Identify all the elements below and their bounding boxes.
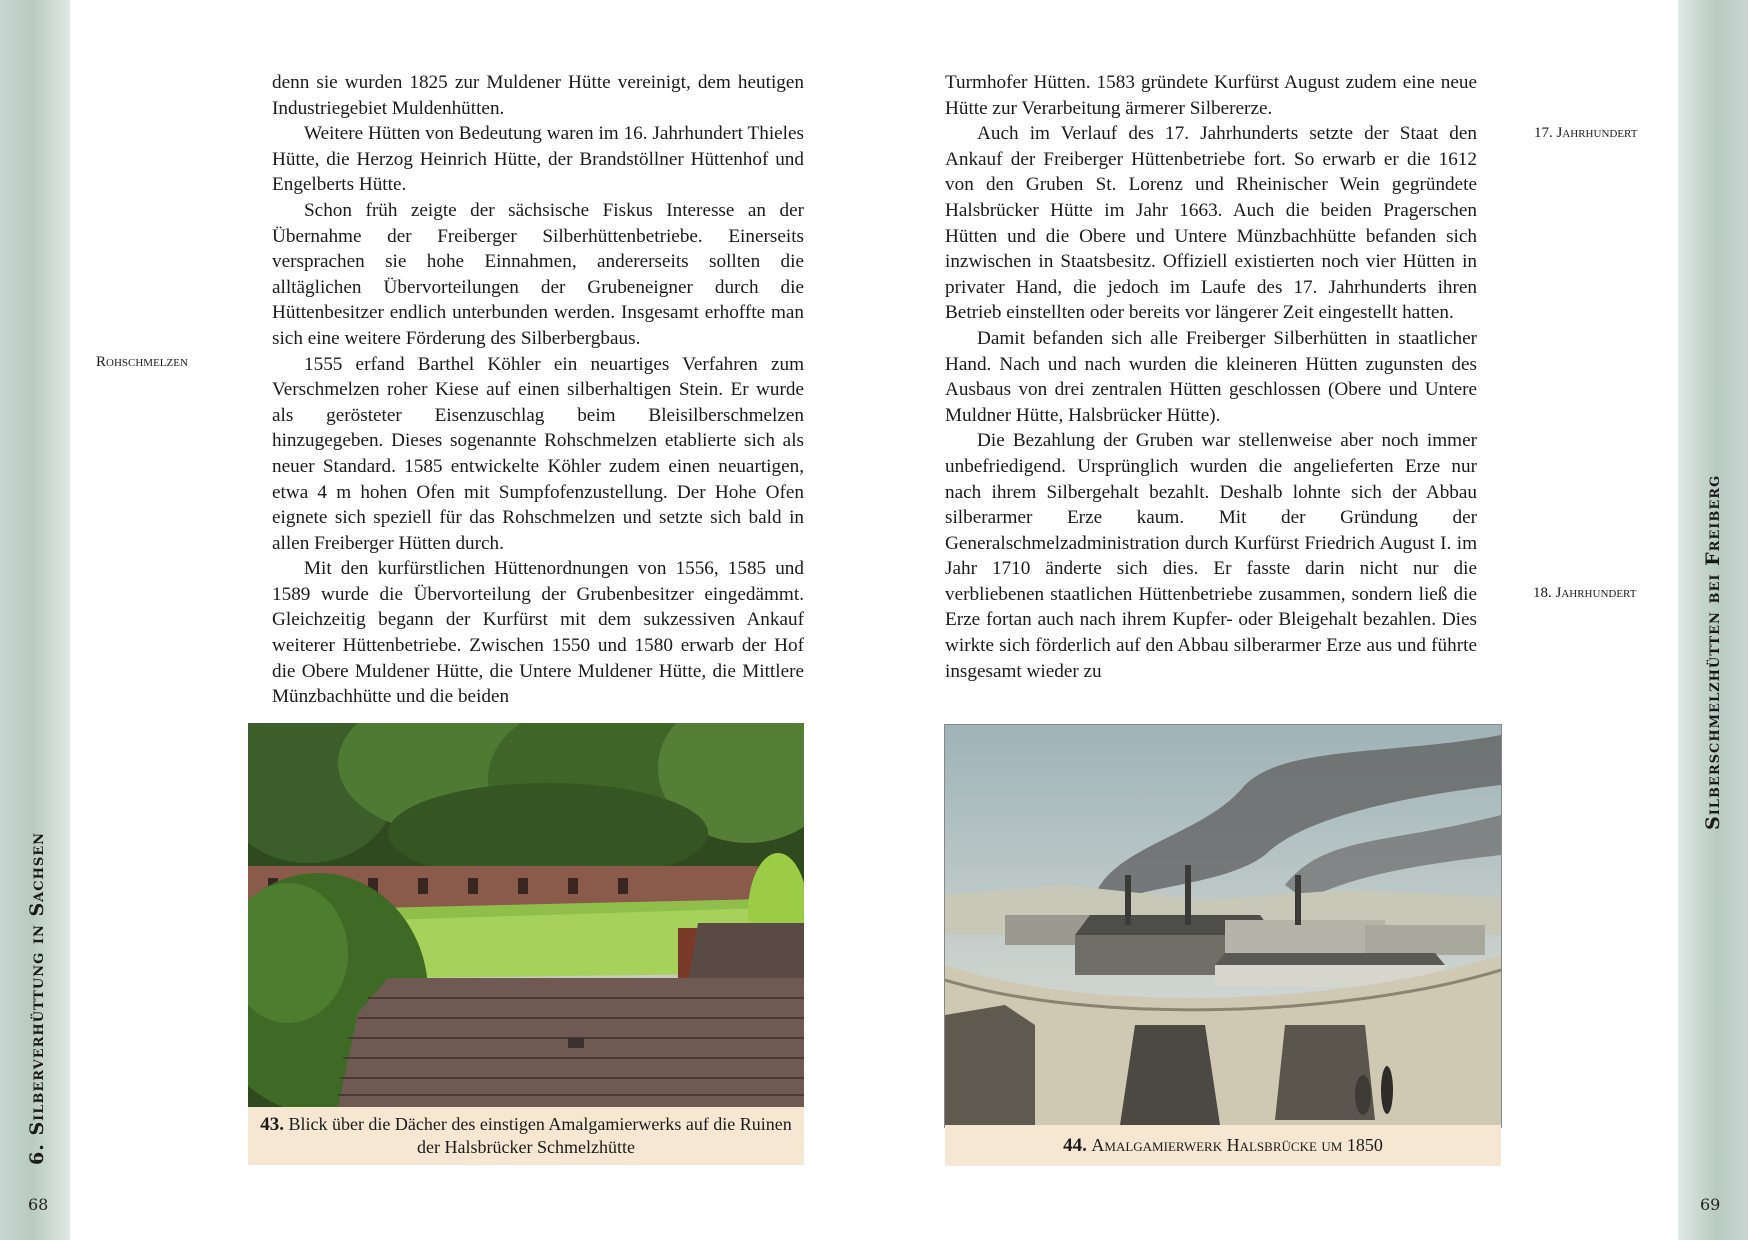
paragraph: Damit befanden sich alle Freiberger Silberhütten in staatlicher Hand. Nach und nach wurden die kleineren Hütten zugunsten des Ausbaus von drei zentralen Hütten geschlossen (Obere und Untere Muldner Hütte, Halsbrücker Hütte). — [945, 327, 1477, 426]
paragraph: 1555 erfand Barthel Köhler ein neuartiges Verfahren zum Verschmelzen roher Kiese auf einen silberhaltigen Stein. Er wurde als gerösteter Eisenzuschlag beim Bleisilberschmelzen hinzugegeben. Dieses sogenannte Rohschmelzen etablierte sich als neuer Standard. 1585 entwickelte Köhler zudem einen neuartigen, etwa 4 m hohen Ofen mit Sumpfofenzustellung. Der Hohe Ofen eignete sich speziell für das Rohschmelzen und setzte sich bald in allen Freiberger Hütten durch. — [272, 353, 804, 554]
paragraph: Die Bezahlung der Gruben war stellenweise aber noch immer unbefriedigend. Ursprünglich wurden die angelieferten Erze nur nach ihrem Silbergehalt bezahlt. Deshalb lohnte sich der Abbau silberarmer Erze kaum. Mit der Gründung der Generalschmelzadministration durch Kurfürst Friedrich August I. im Jahr 1710 änderte sich dies. Er fasste darin nicht nur die verbliebenen staatlichen Hüttenbetriebe zusammen, sondern ließ die Erze fortan auch nach ihrem Kupfer- oder Bleigehalt bezahlen. Dies wirkte sich förderlich auf den Abbau silberarmer Erze aus und führte insgesamt wieder zu — [945, 430, 1477, 682]
figure-44-number: 44. — [1063, 1135, 1087, 1156]
photo-amalgamierwerk-roofs — [248, 723, 804, 1107]
left-running-head: 6. Silberverhüttung in Sachsen — [26, 831, 48, 1165]
paragraph: Turmhofer Hütten. 1583 gründete Kurfürst August zudem eine neue Hütte zur Verarbeitung ärmerer Silbererze. — [945, 72, 1477, 119]
figure-43 — [248, 723, 804, 1165]
right-running-head: Silberschmelzhütten bei Freiberg — [1702, 474, 1724, 830]
paragraph: Auch im Verlauf des 17. Jahrhunderts setzte der Staat den Ankauf der Freiberger Hüttenbetriebe fort. So erwarb er die 1612 von den Gruben St. Lorenz und Rheinischer Wein gegründete Halsbrücker Hütte im Jahr 1663. Auch die beiden Pragerschen Hütten und die Obere und Untere Münzbachhütte befanden sich inzwischen in Staatsbesitz. Offiziell existierten noch vier Hütten in privater Hand, die jedoch im Laufe des 17. Jahrhunderts ihren Betrieb einstellten oder bereits vor längerer Zeit eingestellt hatten. — [945, 123, 1477, 324]
figure-43-number: 43. — [260, 1114, 284, 1135]
paragraph: denn sie wurden 1825 zur Muldener Hütte vereinigt, dem heutigen Industriegebiet Muldenhütten. — [272, 72, 804, 119]
figure-44 — [945, 725, 1501, 1166]
figure-44-caption — [945, 1125, 1501, 1166]
figure-43-caption-text: Blick über die Dächer des einstigen Amalgamierwerks auf die Ruinen der Halsbrücker Schmelzhütte — [288, 1114, 792, 1157]
right-page-number: 69 — [1700, 1195, 1721, 1214]
left-text-column — [272, 70, 804, 710]
paragraph: Weitere Hütten von Bedeutung waren im 16. Jahrhundert Thieles Hütte, die Herzog Heinrich Hütte, der Brandstöllner Hüttenhof und Engelberts Hütte. — [272, 123, 804, 196]
lithograph-amalgamierwerk-halsbruecke — [945, 725, 1501, 1127]
left-page-number: 68 — [28, 1195, 49, 1214]
figure-43-caption — [248, 1107, 804, 1165]
paragraph: Schon früh zeigte der sächsische Fiskus Interesse an der Übernahme der Freiberger Silberhüttenbetriebe. Einerseits versprachen sie hohe Einnahmen, andererseits sollten die alltäglichen Übervorteilungen der Grubeneigner durch die Hüttenbesitzer endlich unterbunden werden. Insgesamt erhoffte man sich eine weitere Förderung des Silberbergbaus. — [272, 199, 804, 349]
margin-note-17-jahrhundert: 17. Jahrhundert — [1534, 125, 1638, 141]
margin-note-rohschmelzen: Rohschmelzen — [96, 354, 188, 370]
right-text-column — [945, 70, 1477, 684]
figure-44-caption-text: Amalgamierwerk Halsbrücke um 1850 — [1091, 1135, 1383, 1155]
paragraph: Mit den kurfürstlichen Hüttenordnungen von 1556, 1585 und 1589 wurde die Übervorteilung der Grubenbesitzer eingedämmt. Gleichzeitig begann der Kurfürst mit dem sukzessiven Ankauf weiterer Hüttenbetriebe. Zwischen 1550 und 1580 erwarb der Hof die Obere Muldener Hütte, die Untere Muldener Hütte, die Mittlere Münzbachhütte und die beiden — [272, 558, 804, 708]
margin-note-18-jahrhundert: 18. Jahrhundert — [1533, 585, 1637, 601]
